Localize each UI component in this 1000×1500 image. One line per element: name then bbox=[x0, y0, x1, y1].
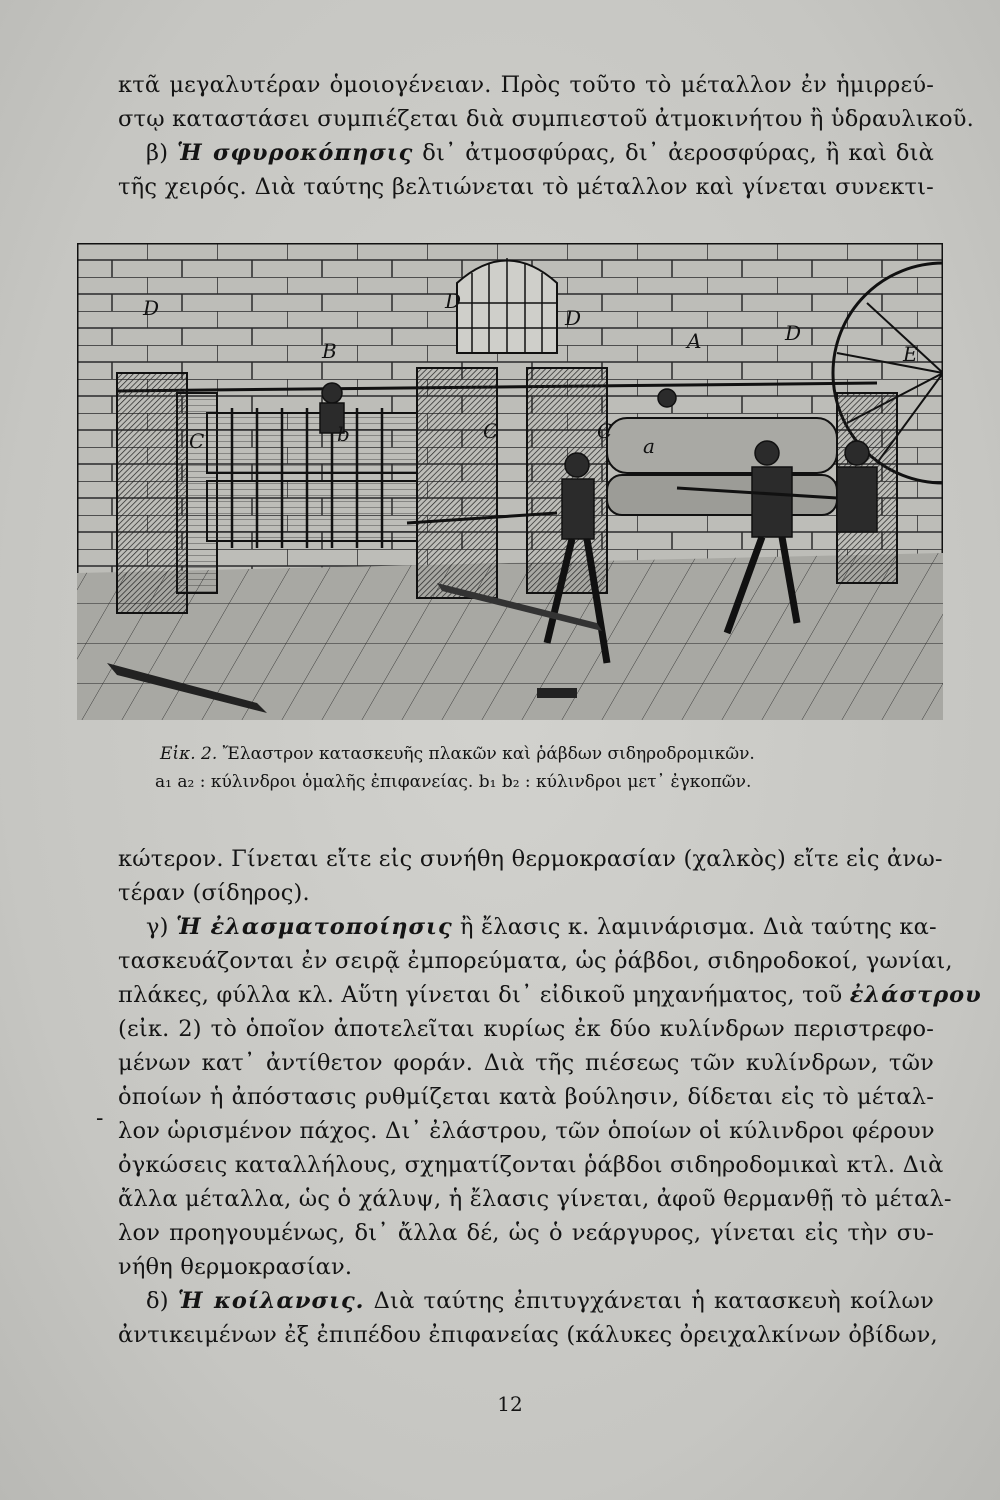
fig-label: D bbox=[785, 321, 802, 345]
text-line: τασκευάζονται ἐν σειρᾷ ἐμπορεύματα, ὡς ῥάβδοι, σιδηροδοκοί, γωνίαι, bbox=[118, 948, 953, 974]
elastron-term: ἐλάστρου bbox=[849, 982, 982, 1008]
text-line: λον ὡρισμένον πάχος. Δι᾿ ἐλάστρου, τῶν ὁποίων οἱ κύλινδροι φέρουν bbox=[118, 1118, 935, 1144]
text-line: (εἰκ. 2) τὸ ὁποῖον ἀποτελεῖται κυρίως ἐκ δύο κυλίνδρων περιστρεφο- bbox=[118, 1016, 934, 1042]
text-line-with-term bbox=[118, 978, 982, 1012]
fig-label: b bbox=[337, 422, 350, 446]
fig-label: D bbox=[565, 306, 582, 330]
fig-label: C bbox=[597, 419, 613, 443]
text-line: ὁποίων ἡ ἀπόστασις ρυθμίζεται κατὰ βούλησιν, δίδεται εἰς τὸ μέταλ- bbox=[118, 1084, 934, 1110]
caption-figure-label: Εἰκ. 2. bbox=[160, 744, 218, 764]
item-b-line bbox=[118, 136, 934, 170]
text-line: ἄλλα μέταλλα, ὡς ὁ χάλυψ, ἡ ἔλασις γίνεται, ἀφοῦ θερμανθῇ τὸ μέταλ- bbox=[118, 1186, 952, 1212]
item-d-rest: Διὰ ταύτης ἐπιτυγχάνεται ἡ κατασκευὴ κοίλων bbox=[373, 1288, 934, 1314]
fig-label: D bbox=[143, 296, 160, 320]
fig-label: B bbox=[322, 339, 337, 363]
item-d-line bbox=[118, 1284, 934, 1318]
fig-label: A bbox=[687, 329, 702, 353]
item-c-line bbox=[118, 910, 937, 944]
item-b-rest: δι᾿ ἀτμοσφύρας, δι᾿ ἀεροσφύρας, ἢ καὶ διὰ bbox=[422, 140, 934, 166]
bottom-paragraph bbox=[118, 842, 982, 1352]
rolling-mill-engraving bbox=[77, 243, 943, 720]
item-b-prefix: β) bbox=[146, 140, 169, 166]
text-line: κτᾶ μεγαλυτέραν ὁμοιογένειαν. Πρὸς τοῦτο τὸ μέταλλον ἐν ἡμιρρεύ- bbox=[118, 72, 934, 98]
fig-label: E bbox=[903, 342, 918, 366]
text-line: ἀντικειμένων ἐξ ἐπιπέδου ἐπιφανείας (κάλυκες ὀρειχαλκίνων ὀβίδων, bbox=[118, 1322, 938, 1348]
text-line: νήθη θερμοκρασίαν. bbox=[118, 1254, 353, 1280]
figure-caption-legend: a₁ a₂ : κύλινδροι ὁμαλῆς ἐπιφανείας. b₁ b₂ : κύλινδροι μετ᾿ ἐγκοπῶν. bbox=[155, 772, 752, 792]
text-line: κώτερον. Γίνεται εἴτε εἰς συνήθη θερμοκρασίαν (χαλκὸς) εἴτε εἰς ἀνω- bbox=[118, 846, 943, 872]
item-d-term: Ἡ κοίλανσις. bbox=[177, 1288, 365, 1314]
item-d-prefix: δ) bbox=[146, 1288, 169, 1314]
item-c-prefix: γ) bbox=[146, 914, 169, 940]
text-line: τέραν (σίδηρος). bbox=[118, 880, 310, 906]
fig-label: D bbox=[445, 289, 462, 313]
margin-mark: - bbox=[96, 1106, 104, 1131]
figure-caption bbox=[160, 742, 940, 766]
fig-label: a bbox=[643, 434, 655, 458]
line5-start: πλάκες, φύλλα κλ. Αὕτη γίνεται δι᾿ εἰδικοῦ μηχανήματος, τοῦ bbox=[118, 982, 843, 1008]
item-c-rest: ἢ ἔλασις κ. λαμινάρισμα. Διὰ ταύτης κα- bbox=[460, 914, 937, 940]
top-paragraph bbox=[118, 68, 974, 204]
text-line: τῆς χειρός. Διὰ ταύτης βελτιώνεται τὸ μέταλλον καὶ γίνεται συνεκτι- bbox=[118, 174, 934, 200]
text-line: μένων κατ᾿ ἀντίθετον φοράν. Διὰ τῆς πιέσεως τῶν κυλίνδρων, τῶν bbox=[118, 1050, 934, 1076]
text-line: στῳ καταστάσει συμπιέζεται διὰ συμπιεστοῦ ἀτμοκινήτου ἢ ὑδραυλικοῦ. bbox=[118, 106, 974, 132]
item-c-term: Ἡ ἐλασματοποίησις bbox=[176, 914, 453, 940]
fig-label: C bbox=[189, 429, 205, 453]
item-b-term: Ἡ σφυροκόπησις bbox=[177, 140, 414, 166]
fig-label: C bbox=[483, 419, 499, 443]
page-number: 12 bbox=[497, 1392, 523, 1416]
text-line: λον προηγουμένως, δι᾿ ἄλλα δέ, ὡς ὁ νεάργυρος, γίνεται εἰς τὴν συ- bbox=[118, 1220, 934, 1246]
caption-title: Ἔλαστρον κατασκευῆς πλακῶν καὶ ῥάβδων σιδηροδρομικῶν. bbox=[222, 744, 755, 764]
text-line: ὀγκώσεις καταλλήλους, σχηματίζονται ῥάβδοι σιδηροδομικαὶ κτλ. Διὰ bbox=[118, 1152, 944, 1178]
